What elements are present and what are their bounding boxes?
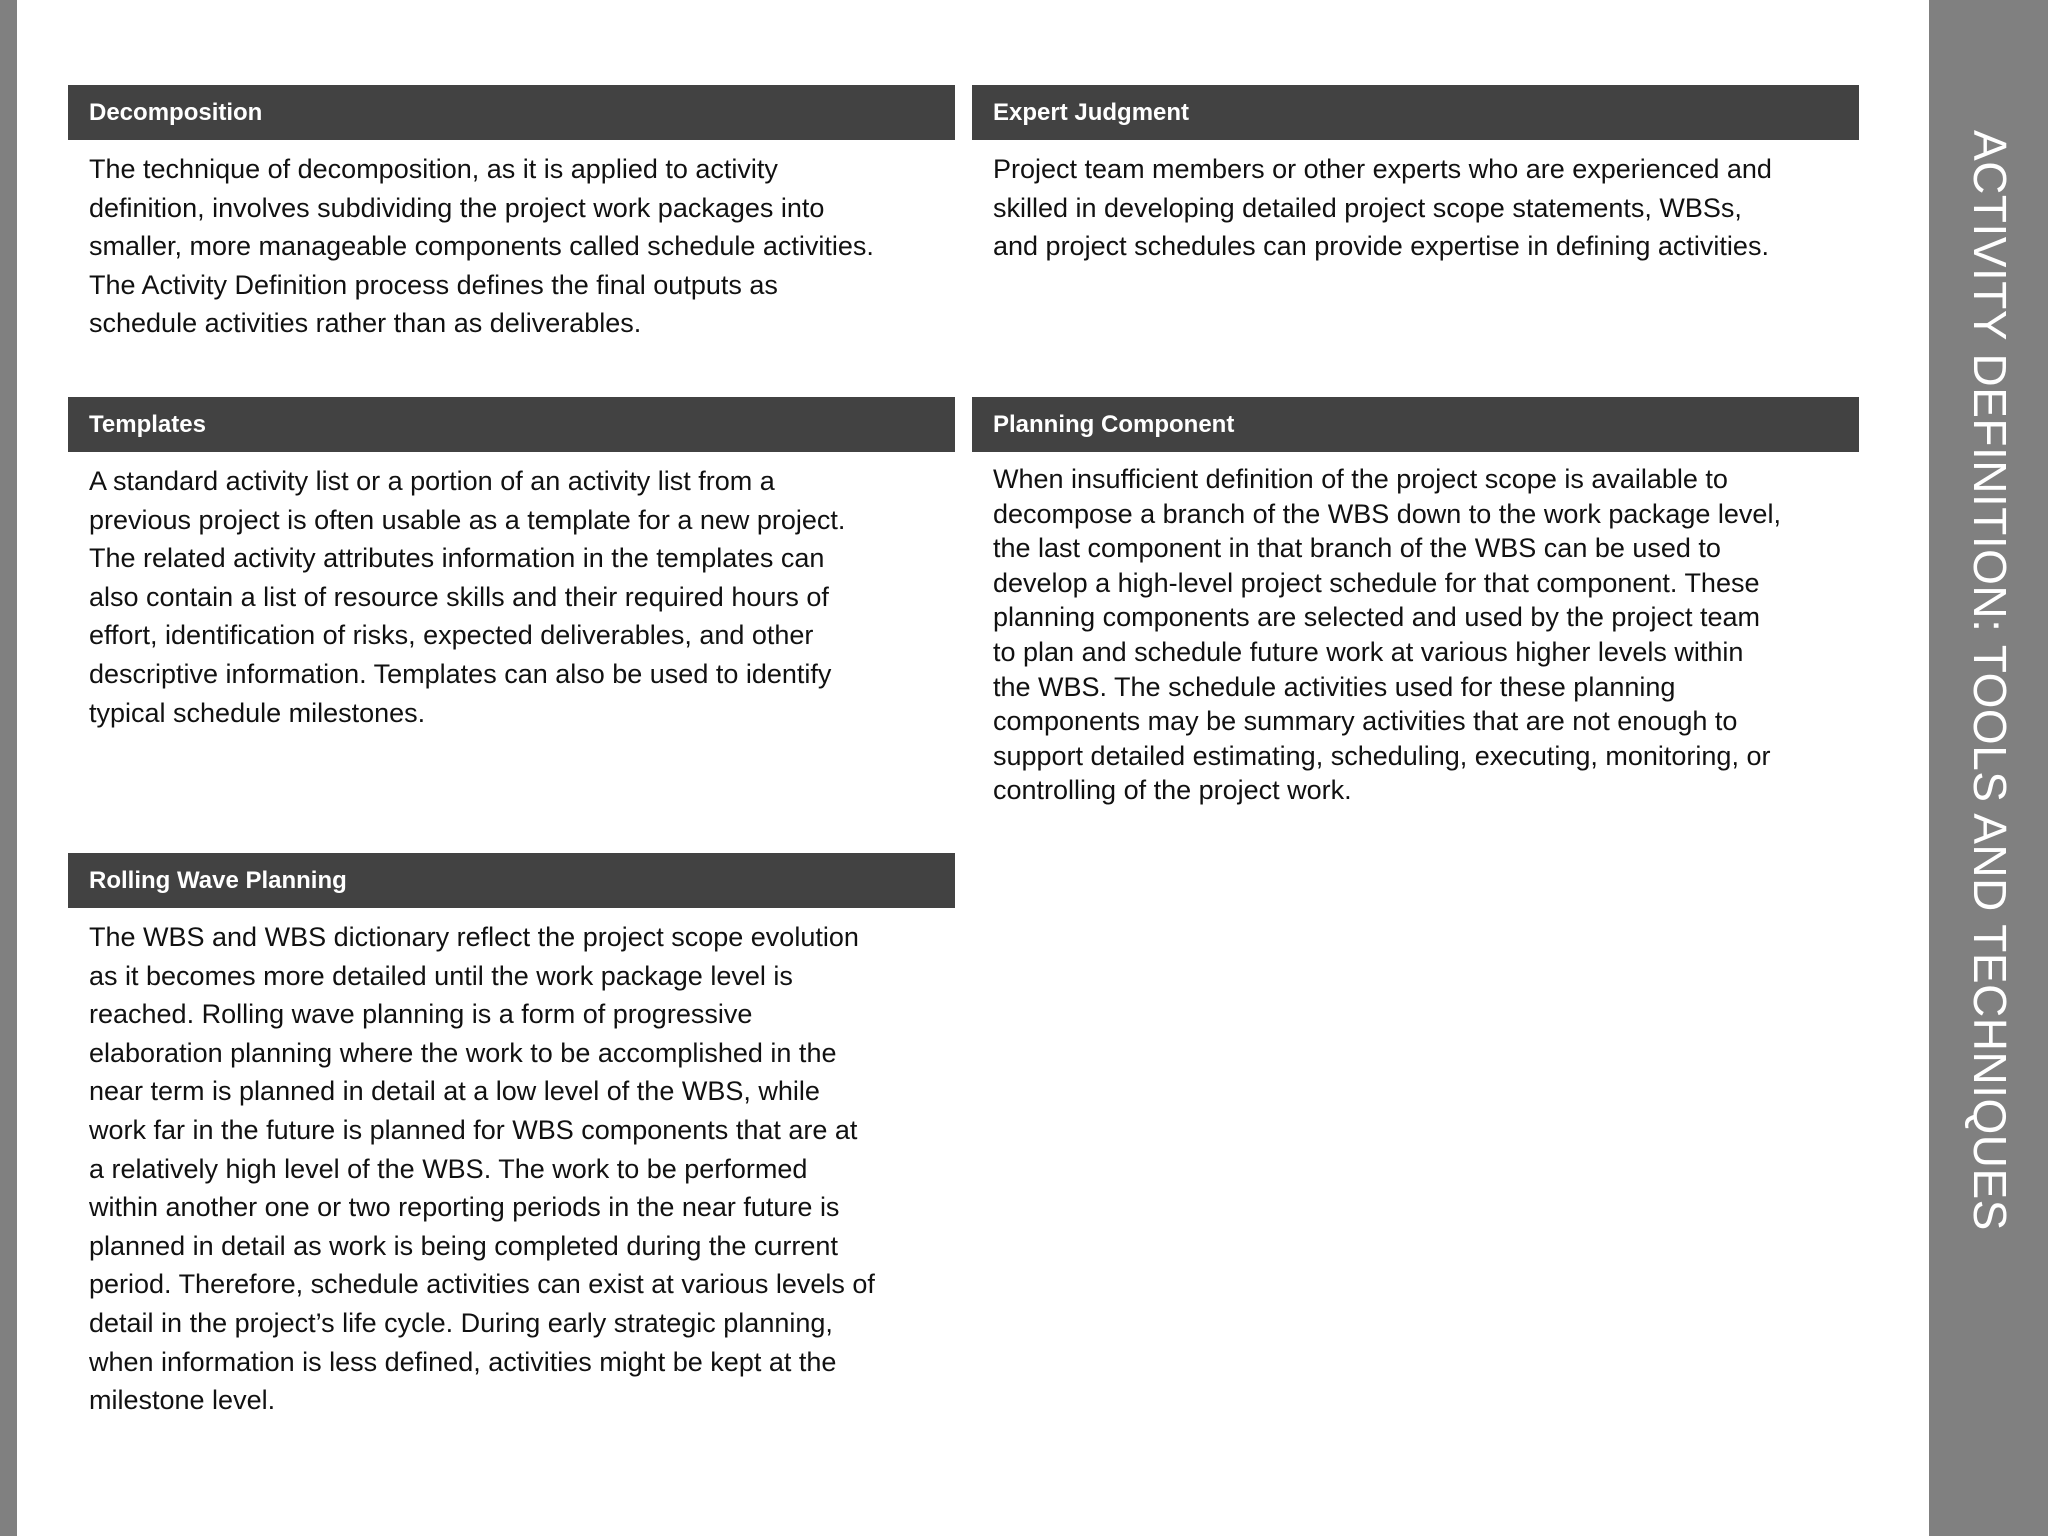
section-header-expert-judgment: Expert Judgment [972, 85, 1859, 140]
section-planning-component [972, 397, 1859, 808]
side-title: ACTIVITY DEFINITION: TOOLS AND TECHNIQUES [1964, 130, 2016, 1231]
section-body-templates: A standard activity list or a portion of an activity list from a previous project is often usable as a template for a new project. The related activity attributes information in the templates can also contain a list of resource skills and their required hours of effort, identification of risks, expected deliverables, and other descriptive information. Templates can also be used to identify typical schedule milestones. [89, 466, 846, 728]
section-header-templates: Templates [68, 397, 955, 452]
section-body-expert-judgment: Project team members or other experts who are experienced and skilled in developing detailed project scope statements, WBSs, and project schedules can provide expertise in defining activities. [993, 154, 1772, 262]
left-edge-bar [0, 0, 17, 1536]
section-expert-judgment [972, 85, 1859, 266]
section-rolling-wave-planning [68, 853, 955, 1420]
section-body-decomposition: The technique of decomposition, as it is applied to activity definition, involves subdividing the project work packages into smaller, more manageable components called schedule activities. The Activity Definition process defines the final outputs as schedule activities rather than as deliverables. [89, 154, 874, 339]
section-body-rolling-wave-planning: The WBS and WBS dictionary reflect the project scope evolution as it becomes more detailed until the work package level is reached. Rolling wave planning is a form of progressive elaboration planning where the work to be accomplished in the near term is planned in detail at a low level of the WBS, while work far in the future is planned for WBS components that are at a relatively high level of the WBS. The work to be performed within another one or two reporting periods in the near future is planned in detail as work is being completed during the current period. Therefore, schedule activities can exist at various levels of detail in the project’s life cycle. During early strategic planning, when information is less defined, activities might be kept at the milestone level. [89, 922, 875, 1416]
section-decomposition [68, 85, 955, 343]
section-header-decomposition: Decomposition [68, 85, 955, 140]
section-body-planning-component: When insufficient definition of the project scope is available to decompose a branch of the WBS down to the work package level, the last component in that branch of the WBS can be used to develop a high-level project schedule for that component. These planning components are selected and used by the project team to plan and schedule future work at various higher levels within the WBS. The schedule activities used for these planning components may be summary activities that are not enough to support detailed estimating, scheduling, executing, monitoring, or controlling of the project work. [993, 464, 1781, 806]
section-header-rolling-wave-planning: Rolling Wave Planning [68, 853, 955, 908]
section-templates [68, 397, 955, 732]
side-title-container [1929, 0, 2048, 1536]
section-header-planning-component: Planning Component [972, 397, 1859, 452]
